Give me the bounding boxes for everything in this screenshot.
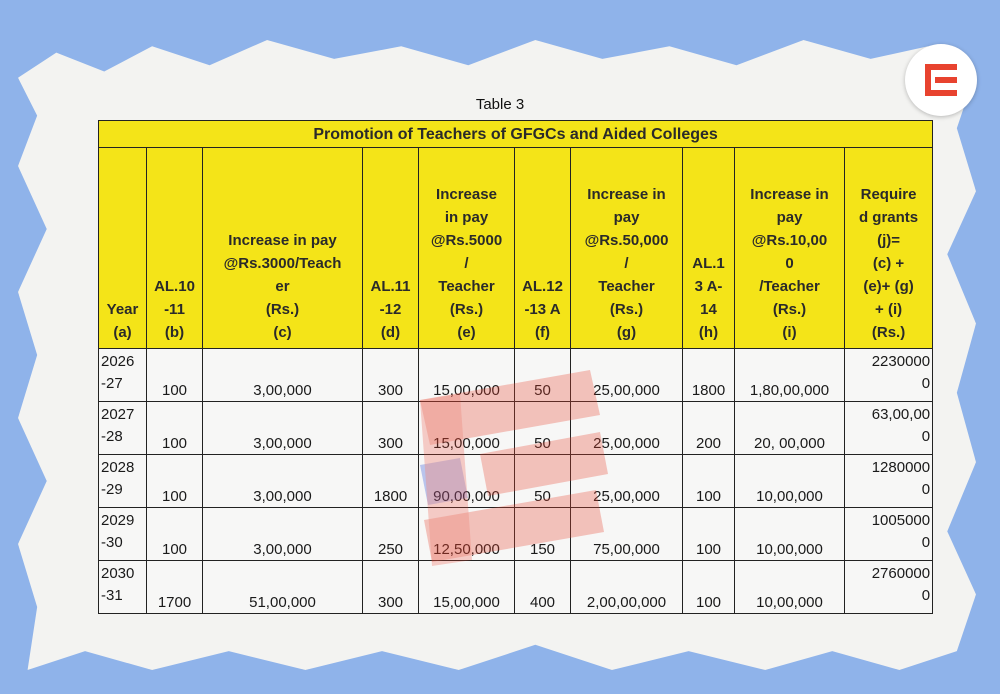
cell-h: 100 [683,455,735,508]
cell-c: 51,00,000 [203,561,363,614]
cell-year: 2027 -28 [99,402,147,455]
cell-g: 2,00,00,000 [571,561,683,614]
cell-b: 1700 [147,561,203,614]
cell-e: 12,50,000 [419,508,515,561]
cell-e: 15,00,000 [419,402,515,455]
cell-year: 2026 -27 [99,349,147,402]
cell-e: 15,00,000 [419,349,515,402]
cell-i: 10,00,000 [735,561,845,614]
cell-g: 75,00,000 [571,508,683,561]
cell-f: 50 [515,402,571,455]
cell-g: 25,00,000 [571,402,683,455]
table-row [99,402,933,455]
cell-e: 15,00,000 [419,561,515,614]
table-row [99,349,933,402]
cell-c: 3,00,000 [203,508,363,561]
col-g-header: Increase in pay @Rs.50,000 / Teacher (Rs.) (g) [571,148,683,349]
cell-b: 100 [147,455,203,508]
cell-i: 10,00,000 [735,455,845,508]
col-h-header: AL.1 3 A- 14 (h) [683,148,735,349]
cell-c: 3,00,000 [203,455,363,508]
cell-year: 2030 -31 [99,561,147,614]
cell-year: 2029 -30 [99,508,147,561]
header-row [99,148,933,349]
cell-b: 100 [147,402,203,455]
table-row [99,508,933,561]
cell-e: 90,00,000 [419,455,515,508]
col-j-header: Require d grants (j)= (c) + (e)+ (g) + (i) (Rs.) [845,148,933,349]
cell-f: 400 [515,561,571,614]
cell-j: 1005000 0 [845,508,933,561]
promotion-table [98,120,933,614]
cell-g: 25,00,000 [571,349,683,402]
cell-i: 20, 00,000 [735,402,845,455]
cell-j: 2230000 0 [845,349,933,402]
col-e-header: Increase in pay @Rs.5000 / Teacher (Rs.) (e) [419,148,515,349]
table-row [99,455,933,508]
cell-d: 300 [363,561,419,614]
col-c-header: Increase in pay @Rs.3000/Teach er (Rs.) (c) [203,148,363,349]
cell-c: 3,00,000 [203,402,363,455]
cell-d: 1800 [363,455,419,508]
cell-j: 63,00,00 0 [845,402,933,455]
brand-logo-glyph [921,60,961,100]
cell-h: 100 [683,561,735,614]
cell-i: 10,00,000 [735,508,845,561]
cell-j: 1280000 0 [845,455,933,508]
cell-b: 100 [147,349,203,402]
col-d-header: AL.11 -12 (d) [363,148,419,349]
cell-i: 1,80,00,000 [735,349,845,402]
table-row [99,561,933,614]
col-f-header: AL.12 -13 A (f) [515,148,571,349]
cell-c: 3,00,000 [203,349,363,402]
cell-j: 2760000 0 [845,561,933,614]
cell-d: 250 [363,508,419,561]
table-title: Promotion of Teachers of GFGCs and Aided Colleges [99,121,933,148]
col-b-header: AL.10 -11 (b) [147,148,203,349]
col-year-header: Year (a) [99,148,147,349]
cell-f: 50 [515,349,571,402]
cell-year: 2028 -29 [99,455,147,508]
cell-d: 300 [363,349,419,402]
cell-h: 200 [683,402,735,455]
col-i-header: Increase in pay @Rs.10,00 0 /Teacher (Rs.) (i) [735,148,845,349]
cell-h: 100 [683,508,735,561]
cell-g: 25,00,000 [571,455,683,508]
table-caption: Table 3 [475,96,525,113]
cell-d: 300 [363,402,419,455]
cell-f: 50 [515,455,571,508]
cell-h: 1800 [683,349,735,402]
cell-b: 100 [147,508,203,561]
cell-f: 150 [515,508,571,561]
